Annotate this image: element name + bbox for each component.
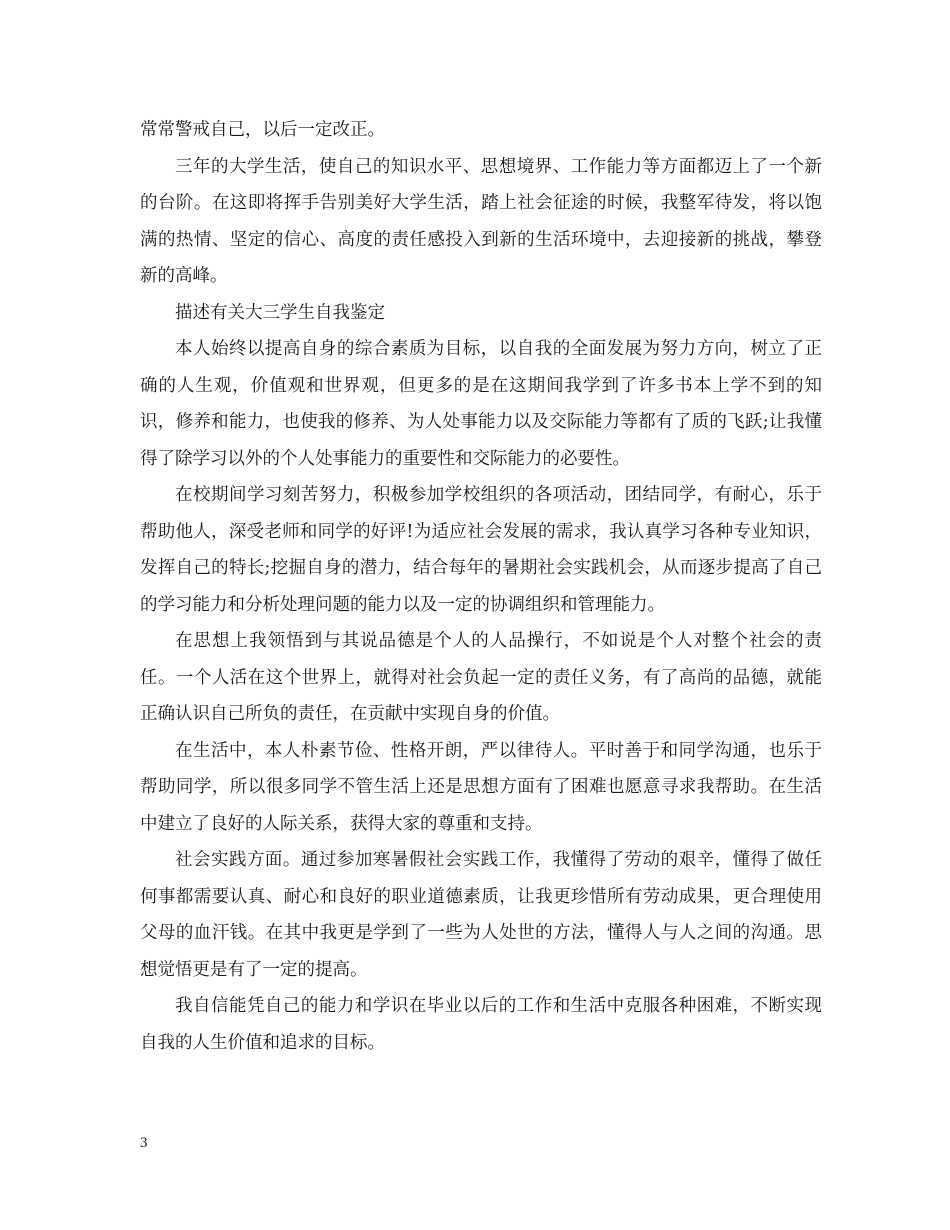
paragraph-continuation: 常常警戒自己，以后一定改正。 bbox=[140, 120, 385, 140]
section-heading: 描述有关大三学生自我鉴定 bbox=[175, 302, 385, 323]
page-number: 3 bbox=[140, 1135, 148, 1151]
paragraph: 在思想上我领悟到与其说品德是个人的人品操行，不如说是个人对整个社会的责任。一个人活在这个世界上，就得对社会负起一定的责任义务，有了高尚的品德，就能正确认识自己所负的责任，在贡献中实现自身的价值。 bbox=[140, 631, 822, 724]
paragraph: 本人始终以提高自身的综合素质为目标，以自我的全面发展为努力方向，树立了正确的人生观，价值观和世界观，但更多的是在这期间我学到了许多书本上学不到的知识，修养和能力，也使我的修养、为人处事能力以及交际能力等都有了质的飞跃;让我懂得了除学习以外的个人处事能力的重要性和交际能力的必要性。 bbox=[140, 339, 822, 469]
paragraph: 三年的大学生活，使自己的知识水平、思想境界、工作能力等方面都迈上了一个新的台阶。在这即将挥手告别美好大学生活，踏上社会征途的时候，我整军待发，将以饱满的热情、坚定的信心、高度的责任感投入到新的生活环境中，去迎接新的挑战，攀登新的高峰。 bbox=[140, 156, 822, 286]
paragraph: 在校期间学习刻苦努力，积极参加学校组织的各项活动，团结同学，有耐心，乐于帮助他人，深受老师和同学的好评!为适应社会发展的需求，我认真学习各种专业知识，发挥自己的特长;挖掘自身的潜力，结合每年的暑期社会实践机会，从而逐步提高了自己的学习能力和分析处理问题的能力以及一定的协调组织和管理能力。 bbox=[140, 485, 822, 615]
paragraph: 我自信能凭自己的能力和学识在毕业以后的工作和生活中克服各种困难，不断实现自我的人生价值和追求的目标。 bbox=[140, 996, 822, 1053]
paragraph: 在生活中，本人朴素节俭、性格开朗，严以律待人。平时善于和同学沟通，也乐于帮助同学，所以很多同学不管生活上还是思想方面有了困难也愿意寻求我帮助。在生活中建立了良好的人际关系，获得大家的尊重和支持。 bbox=[140, 740, 822, 834]
document-body bbox=[140, 112, 822, 1061]
paragraph: 社会实践方面。通过参加寒暑假社会实践工作，我懂得了劳动的艰辛，懂得了做任何事都需要认真、耐心和良好的职业道德素质，让我更珍惜所有劳动成果，更合理使用父母的血汗钱。在其中我更是学到了一些为人处世的方法，懂得人与人之间的沟通。思想觉悟更是有了一定的提高。 bbox=[140, 850, 822, 980]
